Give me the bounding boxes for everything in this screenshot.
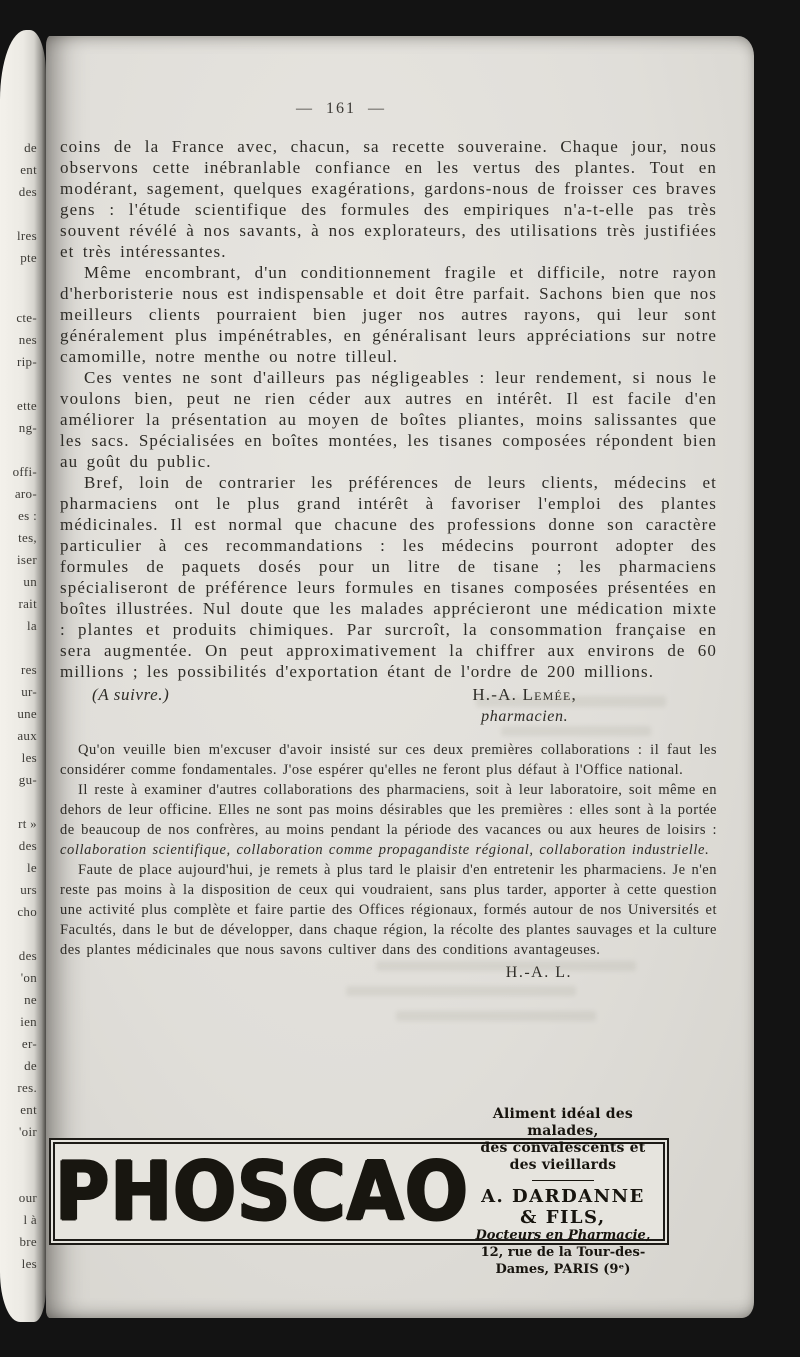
page-edge-fragment: 'oir [19, 1124, 37, 1139]
postscript-initials: H.-A. L. [505, 964, 572, 981]
page-edge-fragment: er- [21, 1036, 37, 1051]
bleedthrough-smudge [476, 696, 666, 707]
page-edge-fragment: les [21, 1256, 37, 1271]
advertisement-text [469, 1106, 663, 1278]
postscript-paragraph: Faute de place aujourd'hui, je remets à plus tard le plaisir d'en entretenir les pharmaciens. Je n'en reste pas moins à la disposition de ceux qui voudraient, sans plus tarder, apporter à cette question une activité plus complète et faire partie des Offices régionaux, formés autour de nos Universités et Facultés, dans le but de développer, dans chaque région, la récolte des plantes sauvages et la culture des plantes médicinales que nous savons cultiver dans des conditions avantageuses. [60, 862, 717, 958]
page-edge-fragment: de [24, 1058, 37, 1073]
page-edge-fragment: un [23, 574, 37, 589]
facing-page-edge [0, 30, 46, 1322]
bleedthrough-smudge [376, 961, 636, 971]
page-edge-fragment: ent [20, 1102, 37, 1117]
page-edge-fragment: iser [17, 552, 37, 567]
continuation-note: (A suivre.) [92, 685, 170, 704]
phoscao-logo: PHOSCAO [55, 1144, 469, 1239]
page-edge-fragment: une [17, 706, 37, 721]
page-edge-fragment: tes, [18, 530, 37, 545]
phoscao-advertisement [49, 1105, 669, 1277]
ad-divider-rule [532, 1180, 594, 1181]
ad-profession: Docteurs en Pharmacie, [475, 1227, 651, 1243]
author-title: pharmacien. [481, 708, 569, 725]
page-edge-fragment: 'on [20, 970, 37, 985]
ad-address: 12, rue de la Tour-des-Dames, PARIS (9ᵉ) [480, 1244, 646, 1277]
page-edge-fragment: aro- [14, 486, 37, 501]
page-edge-fragment: urs [20, 882, 37, 897]
ad-tagline-line1: Aliment idéal des malades, [492, 1105, 633, 1139]
postscript-paragraph: Qu'on veuille bien m'excuser d'avoir insisté sur ces deux premières collaborations : il faut les considérer comme fondamentales. J'ose espérer qu'elles ne feront plus défaut à l'Office national. [60, 742, 717, 778]
page-edge-fragment: lres [17, 228, 37, 243]
page-edge-fragment: nes [18, 332, 37, 347]
page-edge-fragment: la [27, 618, 37, 633]
page-edge-fragment: ur- [21, 684, 37, 699]
page-edge-fragment: res [20, 662, 37, 677]
page-edge-fragment: le [27, 860, 37, 875]
postscript-paragraph-italic: collaboration scientifique, collaboration comme propagandiste régional, collaboration industrielle. [60, 842, 710, 858]
postscript [60, 740, 717, 983]
page-number: — 161 — [296, 100, 386, 117]
bleedthrough-smudge [501, 726, 651, 736]
page-edge-fragment: de [24, 140, 37, 155]
page-edge-fragment: cte- [16, 310, 37, 325]
page-edge-fragment: aux [17, 728, 37, 743]
page-edge-fragment: offi- [12, 464, 37, 479]
postscript-paragraph [60, 780, 717, 860]
postscript-paragraph-plain: Il reste à examiner d'autres collaborations des pharmaciens, soit à leur laboratoire, soit même en dehors de leur officine. Elles ne sont pas moins désirables que les premières : elles sont à la portée de beaucoup de nos confrères, au moins pendant la période des vacances ou aux heures de loisirs : [60, 782, 717, 838]
author-name: H.-A. Lemée, [472, 685, 577, 704]
page-edge-fragment: rait [18, 596, 37, 611]
bleedthrough-smudge [346, 986, 576, 996]
book-page [46, 36, 754, 1318]
page-edge-fragment: des [18, 948, 37, 963]
ad-company-name: A. DARDANNE & FILS, [481, 1185, 645, 1228]
bleedthrough-smudge [396, 1011, 596, 1021]
page-content [55, 136, 717, 1277]
page-edge-fragment: des [18, 838, 37, 853]
page-edge-fragment: es : [18, 508, 37, 523]
page-edge-fragment: des [18, 184, 37, 199]
article-paragraph: Bref, loin de contrarier les préférences de leurs clients, médecins et pharmaciens ont le plus grand intérêt à favoriser l'emploi des plantes médicinales. Il est normal que chacune des professions donne son caractère particulier à ces recommandations : les médecins pourront adopter des formules de paquets dosés pour un litre de tisane ; les pharmaciens spécialiseront de préférence leurs formules en tisanes composées présentées en boîtes illustrées. Nul doute que les malades apprécieront une médication mixte : plantes et produits chimiques. Par surcroît, la consommation française en sera augmentée. On peut approximativement la chiffrer aux environs de 60 millions ; les possibilités d'exportation étant de l'ordre de 200 millions. [60, 473, 717, 681]
page-edge-fragment: les [21, 750, 37, 765]
page-edge-fragment: res. [17, 1080, 37, 1095]
ad-tagline-line2: des convalescents et des vieillards [480, 1139, 646, 1173]
article-paragraph: Ces ventes ne sont d'ailleurs pas négligeables : leur rendement, si nous le voulons bien, peut ne rien céder aux autres en intérêt. Il est facile d'en améliorer la présentation au moyen de boîtes pliantes, moins salissantes que les sacs. Spécialisées en boîtes montées, les tisanes composées répondent bien au goût du public. [60, 368, 717, 471]
page-edge-fragment: bre [19, 1234, 37, 1249]
article-paragraph: coins de la France avec, chacun, sa recette souveraine. Chaque jour, nous observons cette inébranlable confiance en les vertus des plantes. Tout en modérant, sagement, quelques exagérations, gardons-nous de froisser ces braves gens : l'étude scientifique des formules des empiriques n'a-t-elle pas très souvent révélé à nos savants, à nos explorateurs, des utilisations très justifiées et très intéressantes. [60, 137, 717, 261]
page-edge-fragment: our [18, 1190, 37, 1205]
page-edge-fragment: ent [20, 162, 37, 177]
page-edge-fragment: ne [24, 992, 37, 1007]
advertisement-inner-frame [53, 1105, 665, 1277]
article-paragraph: Même encombrant, d'un conditionnement fragile et difficile, notre rayon d'herboristerie nous est indispensable et doit être parfait. Sachons bien que nos meilleurs clients pourraient bien juger nos autres rayons, qui leur sont généralement plus impénétrables, en généralisant leurs appréciations sur notre camomille, notre menthe ou notre tilleul. [60, 263, 717, 366]
page-edge-fragment: ette [17, 398, 37, 413]
page-edge-fragment: l à [23, 1212, 37, 1227]
page-edge-fragment: rip- [17, 354, 37, 369]
page-edge-fragment: rt » [18, 816, 37, 831]
page-edge-fragment: gu- [18, 772, 37, 787]
page-edge-fragment: ng- [18, 420, 37, 435]
page-edge-fragment: cho [17, 904, 37, 919]
page-edge-fragment: pte [20, 250, 37, 265]
page-edge-fragment: ien [20, 1014, 37, 1029]
